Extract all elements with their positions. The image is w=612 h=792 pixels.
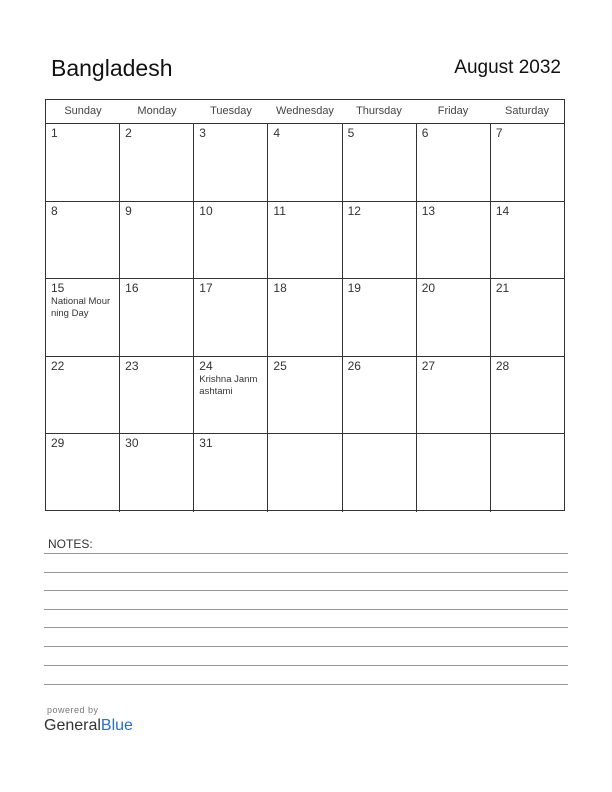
brand-general-text: General [44,717,101,734]
notes-label: NOTES: [48,537,93,551]
day-number: 4 [273,126,281,140]
day-number: 18 [273,281,287,296]
holiday-label: National Mourning Day [51,296,111,320]
day-cell [46,279,120,356]
day-cell [491,357,564,434]
day-number: 22 [51,358,65,373]
month-year-title: August 2032 [454,57,561,78]
dow-friday: Friday [437,105,469,117]
day-number: 25 [273,358,287,373]
day-cell [491,202,564,279]
day-cell [46,202,120,279]
day-number: 16 [125,281,139,296]
weeks-container [46,124,564,512]
week-row [46,434,564,512]
day-cell [268,434,342,512]
dow-monday: Monday [137,105,177,117]
day-number: 21 [495,281,510,296]
day-number: 11 [273,203,286,218]
day-number: 7 [495,126,503,140]
day-cell [46,357,120,434]
day-cell [491,279,564,356]
day-cell [343,202,417,279]
dow-sunday: Sunday [64,105,102,117]
day-number: 20 [421,281,436,296]
day-number: 30 [125,436,139,451]
powered-by-text: powered by [47,705,99,715]
day-cell [343,357,417,434]
dow-saturday: Saturday [504,105,550,117]
day-number: 29 [51,436,65,451]
day-number: 13 [421,203,436,218]
day-cell [268,202,342,279]
day-number: 3 [199,126,206,140]
day-number: 17 [199,281,213,296]
day-number: 5 [347,126,355,140]
notes-line [44,553,568,554]
week-row [46,124,564,202]
day-cell [120,434,194,512]
day-cell [120,279,194,356]
day-cell [46,434,120,512]
notes-line [44,684,568,685]
day-number: 8 [51,203,58,218]
day-cell [417,357,491,434]
brand-logo [44,717,133,735]
day-cell [194,202,268,279]
day-cell [46,124,120,201]
day-cell [491,124,564,201]
brand-blue-text: Blue [100,717,133,734]
day-cell [268,124,342,201]
day-cell [343,434,417,512]
holiday-label: Krishna Janmashtami [199,373,258,397]
days-of-week-header [46,100,564,124]
day-number: 26 [347,358,361,373]
day-number: 14 [495,203,510,218]
week-row [46,279,564,357]
day-cell [343,124,417,201]
country-title: Bangladesh [51,55,173,81]
day-number: 19 [347,281,361,296]
day-number: 6 [421,126,429,140]
day-number: 12 [347,203,361,218]
day-cell [194,124,268,201]
day-number: 9 [125,203,132,218]
notes-line [44,590,568,591]
day-number: 31 [199,436,213,451]
day-number: 1 [51,126,58,140]
notes-line [44,572,568,573]
day-number: 10 [199,203,213,218]
day-cell [343,279,417,356]
day-cell [417,279,491,356]
day-cell [120,124,194,201]
notes-line [44,665,568,666]
day-cell [120,202,194,279]
notes-line [44,646,568,647]
day-number: 27 [421,358,436,373]
day-cell [417,124,491,201]
notes-line [44,627,568,628]
week-row [46,202,564,280]
day-cell [194,434,268,512]
dow-thursday: Thursday [356,105,402,117]
day-cell [194,357,268,434]
day-cell [268,279,342,356]
day-cell [491,434,564,512]
day-number: 23 [125,358,139,373]
day-cell [120,357,194,434]
calendar-grid [45,99,565,511]
notes-line [44,609,568,610]
week-row [46,357,564,435]
day-cell [417,202,491,279]
day-number: 24 [199,358,213,373]
day-cell [268,357,342,434]
day-cell [194,279,268,356]
day-number: 28 [495,358,510,373]
day-number: 15 [51,281,65,296]
dow-tuesday: Tuesday [210,105,252,117]
day-cell [417,434,491,512]
dow-wednesday: Wednesday [276,105,334,117]
day-number: 2 [125,126,132,140]
